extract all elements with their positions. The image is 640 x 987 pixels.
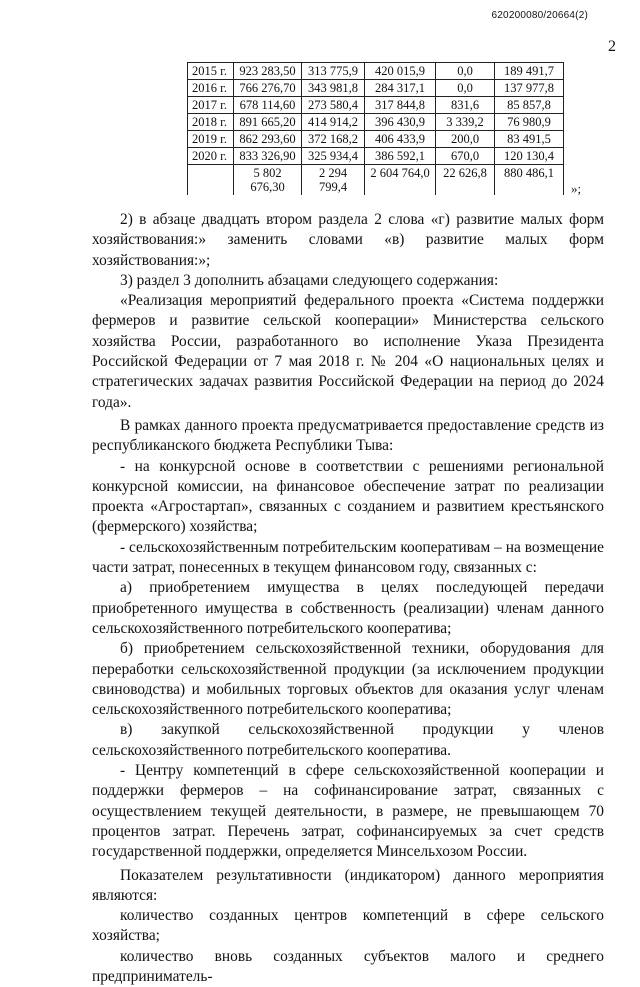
value-cell: 406 433,9 xyxy=(365,131,436,148)
value-cell: 343 981,8 xyxy=(302,80,365,97)
page-number: 2 xyxy=(608,38,616,55)
total-cell xyxy=(234,165,302,196)
document-id: 620200080/20664(2) xyxy=(491,10,588,21)
value-cell: 862 293,60 xyxy=(234,131,302,148)
total-cell-line: 799,4 xyxy=(318,180,348,194)
value-cell: 83 491,5 xyxy=(495,131,564,148)
table-end-mark: »; xyxy=(571,181,582,196)
paragraph: количество вновь созданных субъектов малого и среднего предприниматель- xyxy=(92,947,604,985)
total-cell-line: 5 802 xyxy=(253,166,282,180)
table-row xyxy=(188,97,564,114)
value-cell: 670,0 xyxy=(436,148,495,165)
paragraph: «Реализация мероприятий федерального проекта «Система поддержки фермеров и развитие сельской кооперации» Министерства сельского хозяйства России, разработанного во исполнение Указа Президента Российской Федерации от 7 мая 2018 г. № 204 «О национальных целях и стратегических задачах развития Российской Федерации на период до 2024 года». xyxy=(92,292,604,411)
value-cell: 273 580,4 xyxy=(302,97,365,114)
value-cell: 923 283,50 xyxy=(234,63,302,80)
value-cell: 189 491,7 xyxy=(495,63,564,80)
value-cell: 386 592,1 xyxy=(365,148,436,165)
total-cell-line: 676,30 xyxy=(250,180,285,194)
paragraph: В рамках данного проекта предусматривается предоставление средств из республиканского бюджета Республики Тыва: xyxy=(92,416,604,455)
year-cell: 2020 г. xyxy=(188,148,234,165)
year-cell: 2019 г. xyxy=(188,131,234,148)
document-body xyxy=(92,210,604,987)
value-cell: 313 775,9 xyxy=(302,63,365,80)
year-cell: 2015 г. xyxy=(188,63,234,80)
total-cell: 2 604 764,0 xyxy=(365,165,436,196)
paragraph: - сельскохозяйственным потребительским кооперативам – на возмещение части затрат, понесенных в текущем финансовом году, связанных с: xyxy=(92,538,604,577)
value-cell: 372 168,2 xyxy=(302,131,365,148)
value-cell: 325 934,4 xyxy=(302,148,365,165)
paragraph: в) закупкой сельскохозяйственной продукции у членов сельскохозяйственного потребительского кооператива. xyxy=(92,721,604,759)
value-cell: 420 015,9 xyxy=(365,63,436,80)
year-cell: 2018 г. xyxy=(188,114,234,131)
table-row xyxy=(188,131,564,148)
total-cell xyxy=(302,165,365,196)
table-row xyxy=(188,80,564,97)
paragraph: - Центру компетенций в сфере сельскохозяйственной кооперации и поддержки фермеров – на софинансирование затрат, связанных с осуществлением текущей деятельности, в размере, не превышающем 70 процентов затрат. Перечень затрат, софинансируемых за счет средств государственной поддержки, определяется Минсельхозом России. xyxy=(92,762,604,861)
table-total-row xyxy=(188,165,564,196)
table-row xyxy=(188,114,564,131)
value-cell: 831,6 xyxy=(436,97,495,114)
value-cell: 414 914,2 xyxy=(302,114,365,131)
value-cell: 284 317,1 xyxy=(365,80,436,97)
value-cell: 76 980,9 xyxy=(495,114,564,131)
value-cell: 3 339,2 xyxy=(436,114,495,131)
value-cell: 0,0 xyxy=(436,80,495,97)
value-cell: 85 857,8 xyxy=(495,97,564,114)
paragraph: а) приобретением имущества в целях последующей передачи приобретенного имущества в собственность (реализации) членам данного сельскохозяйственного потребительского кооператива; xyxy=(92,579,604,637)
total-cell: 880 486,1 xyxy=(495,165,564,196)
funding-table xyxy=(187,62,564,195)
paragraph: - на конкурсной основе в соответствии с решениями региональной конкурсной комиссии, на финансовое обеспечение затрат по реализации проекта «Агростартап», связанных с созданием и развитием крестьянского (фермерского) хозяйства; xyxy=(92,457,604,536)
value-cell: 0,0 xyxy=(436,63,495,80)
value-cell: 766 276,70 xyxy=(234,80,302,97)
value-cell: 396 430,9 xyxy=(365,114,436,131)
year-cell: 2016 г. xyxy=(188,80,234,97)
paragraph: 2) в абзаце двадцать втором раздела 2 слова «г) развитие малых форм хозяйствования:» заменить словами «в) развитие малых форм хозяйствования:»; xyxy=(92,211,604,269)
total-year-cell xyxy=(188,165,234,196)
year-cell: 2017 г. xyxy=(188,97,234,114)
table-row xyxy=(188,148,564,165)
paragraph: 3) раздел 3 дополнить абзацами следующего содержания: xyxy=(120,271,499,289)
paragraph: Показателем результативности (индикатором) данного мероприятия являются: xyxy=(92,866,604,904)
value-cell: 891 665,20 xyxy=(234,114,302,131)
paragraph: количество созданных центров компетенций в сфере сельского хозяйства; xyxy=(92,907,604,945)
value-cell: 120 130,4 xyxy=(495,148,564,165)
table-row xyxy=(188,63,564,80)
value-cell: 200,0 xyxy=(436,131,495,148)
value-cell: 137 977,8 xyxy=(495,80,564,97)
value-cell: 678 114,60 xyxy=(234,97,302,114)
value-cell: 833 326,90 xyxy=(234,148,302,165)
value-cell: 317 844,8 xyxy=(365,97,436,114)
paragraph: б) приобретением сельскохозяйственной техники, оборудования для переработки сельскохозяйственной продукции (за исключением продукции свиноводства) и мобильных торговых объектов для оказания услуг членам сельскохозяйственного потребительского кооператива; xyxy=(92,640,604,719)
total-cell-line: 2 294 xyxy=(318,166,348,180)
total-cell: 22 626,8 xyxy=(436,165,495,196)
